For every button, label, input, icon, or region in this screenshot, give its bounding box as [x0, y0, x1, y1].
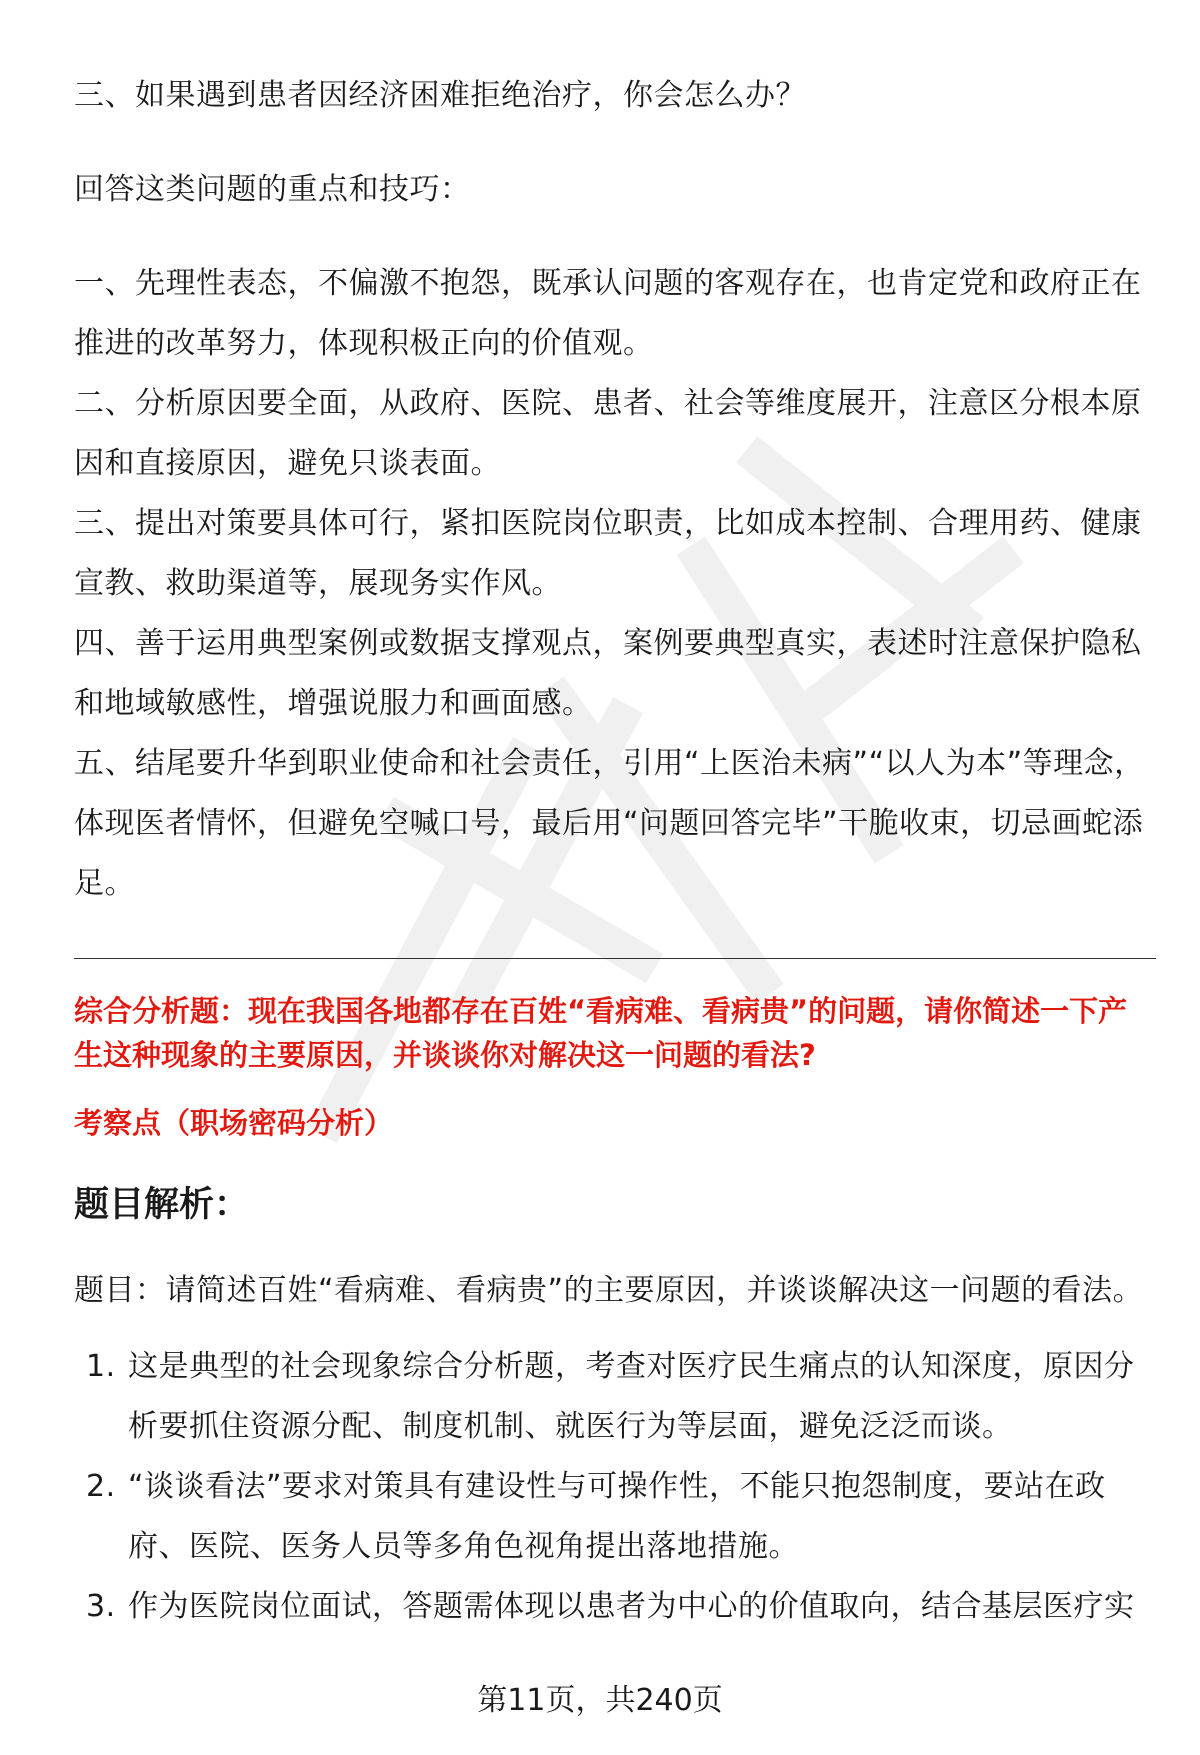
topic-line: 题目：请简述百姓“看病难、看病贵”的主要原因，并谈谈解决这一问题的看法。: [74, 1273, 1144, 1308]
list-item: [74, 1457, 1154, 1577]
focus-heading: 考察点（职场密码分析）: [74, 1106, 394, 1140]
list-item-text: “谈谈看法”要求对策具有建设性与可操作性，不能只抱怨制度，要站在政府、医院、医务人员等多角色视角提出落地措施。: [128, 1469, 1106, 1564]
comprehensive-question: 综合分析题：现在我国各地都存在百姓“看病难、看病贵”的问题，请你简述一下产生这种现象的主要原因，并谈谈你对解决这一问题的看法?: [74, 994, 1128, 1072]
tip-paragraph: 二、分析原因要全面，从政府、医院、患者、社会等维度展开，注意区分根本原因和直接原因，避免只谈表面。: [74, 386, 1142, 481]
list-item-number: 3.: [86, 1589, 116, 1624]
tip-paragraph: 五、结尾要升华到职业使命和社会责任，引用“上医治未病”“以人为本”等理念，体现医者情怀，但避免空喊口号，最后用“问题回答完毕”干脆收束，切忌画蛇添足。: [74, 746, 1145, 901]
page-number: 第11页，共240页: [477, 1683, 723, 1718]
list-item: [74, 1577, 1154, 1637]
list-item: [74, 1337, 1154, 1457]
tip-paragraph: 一、先理性表态，不偏激不抱怨，既承认问题的客观存在，也肯定党和政府正在推进的改革努力，体现积极正向的价值观。: [74, 266, 1142, 361]
list-item-text: 这是典型的社会现象综合分析题，考查对医疗民生痛点的认知深度，原因分析要抓住资源分配、制度机制、就医行为等层面，避免泛泛而谈。: [128, 1349, 1135, 1444]
list-item-number: 2.: [86, 1469, 116, 1504]
document-body: [74, 66, 1154, 1637]
tip-paragraph: 三、提出对策要具体可行，紧扣医院岗位职责，比如成本控制、合理用药、健康宣教、救助渠道等，展现务实作风。: [74, 506, 1142, 601]
tips-heading: 回答这类问题的重点和技巧：: [74, 172, 471, 207]
list-item-text: 作为医院岗位面试，答题需体现以患者为中心的价值取向，结合基层医疗实: [128, 1589, 1135, 1624]
list-item-number: 1.: [86, 1349, 116, 1384]
question-three: 三、如果遇到患者因经济困难拒绝治疗，你会怎么办？: [74, 78, 806, 113]
tip-paragraph: 四、善于运用典型案例或数据支撑观点，案例要典型真实，表述时注意保护隐私和地域敏感性，增强说服力和画面感。: [74, 626, 1142, 721]
analysis-list: [74, 1337, 1154, 1637]
analysis-heading: 题目解析：: [74, 1185, 250, 1225]
section-divider: [74, 958, 1156, 959]
